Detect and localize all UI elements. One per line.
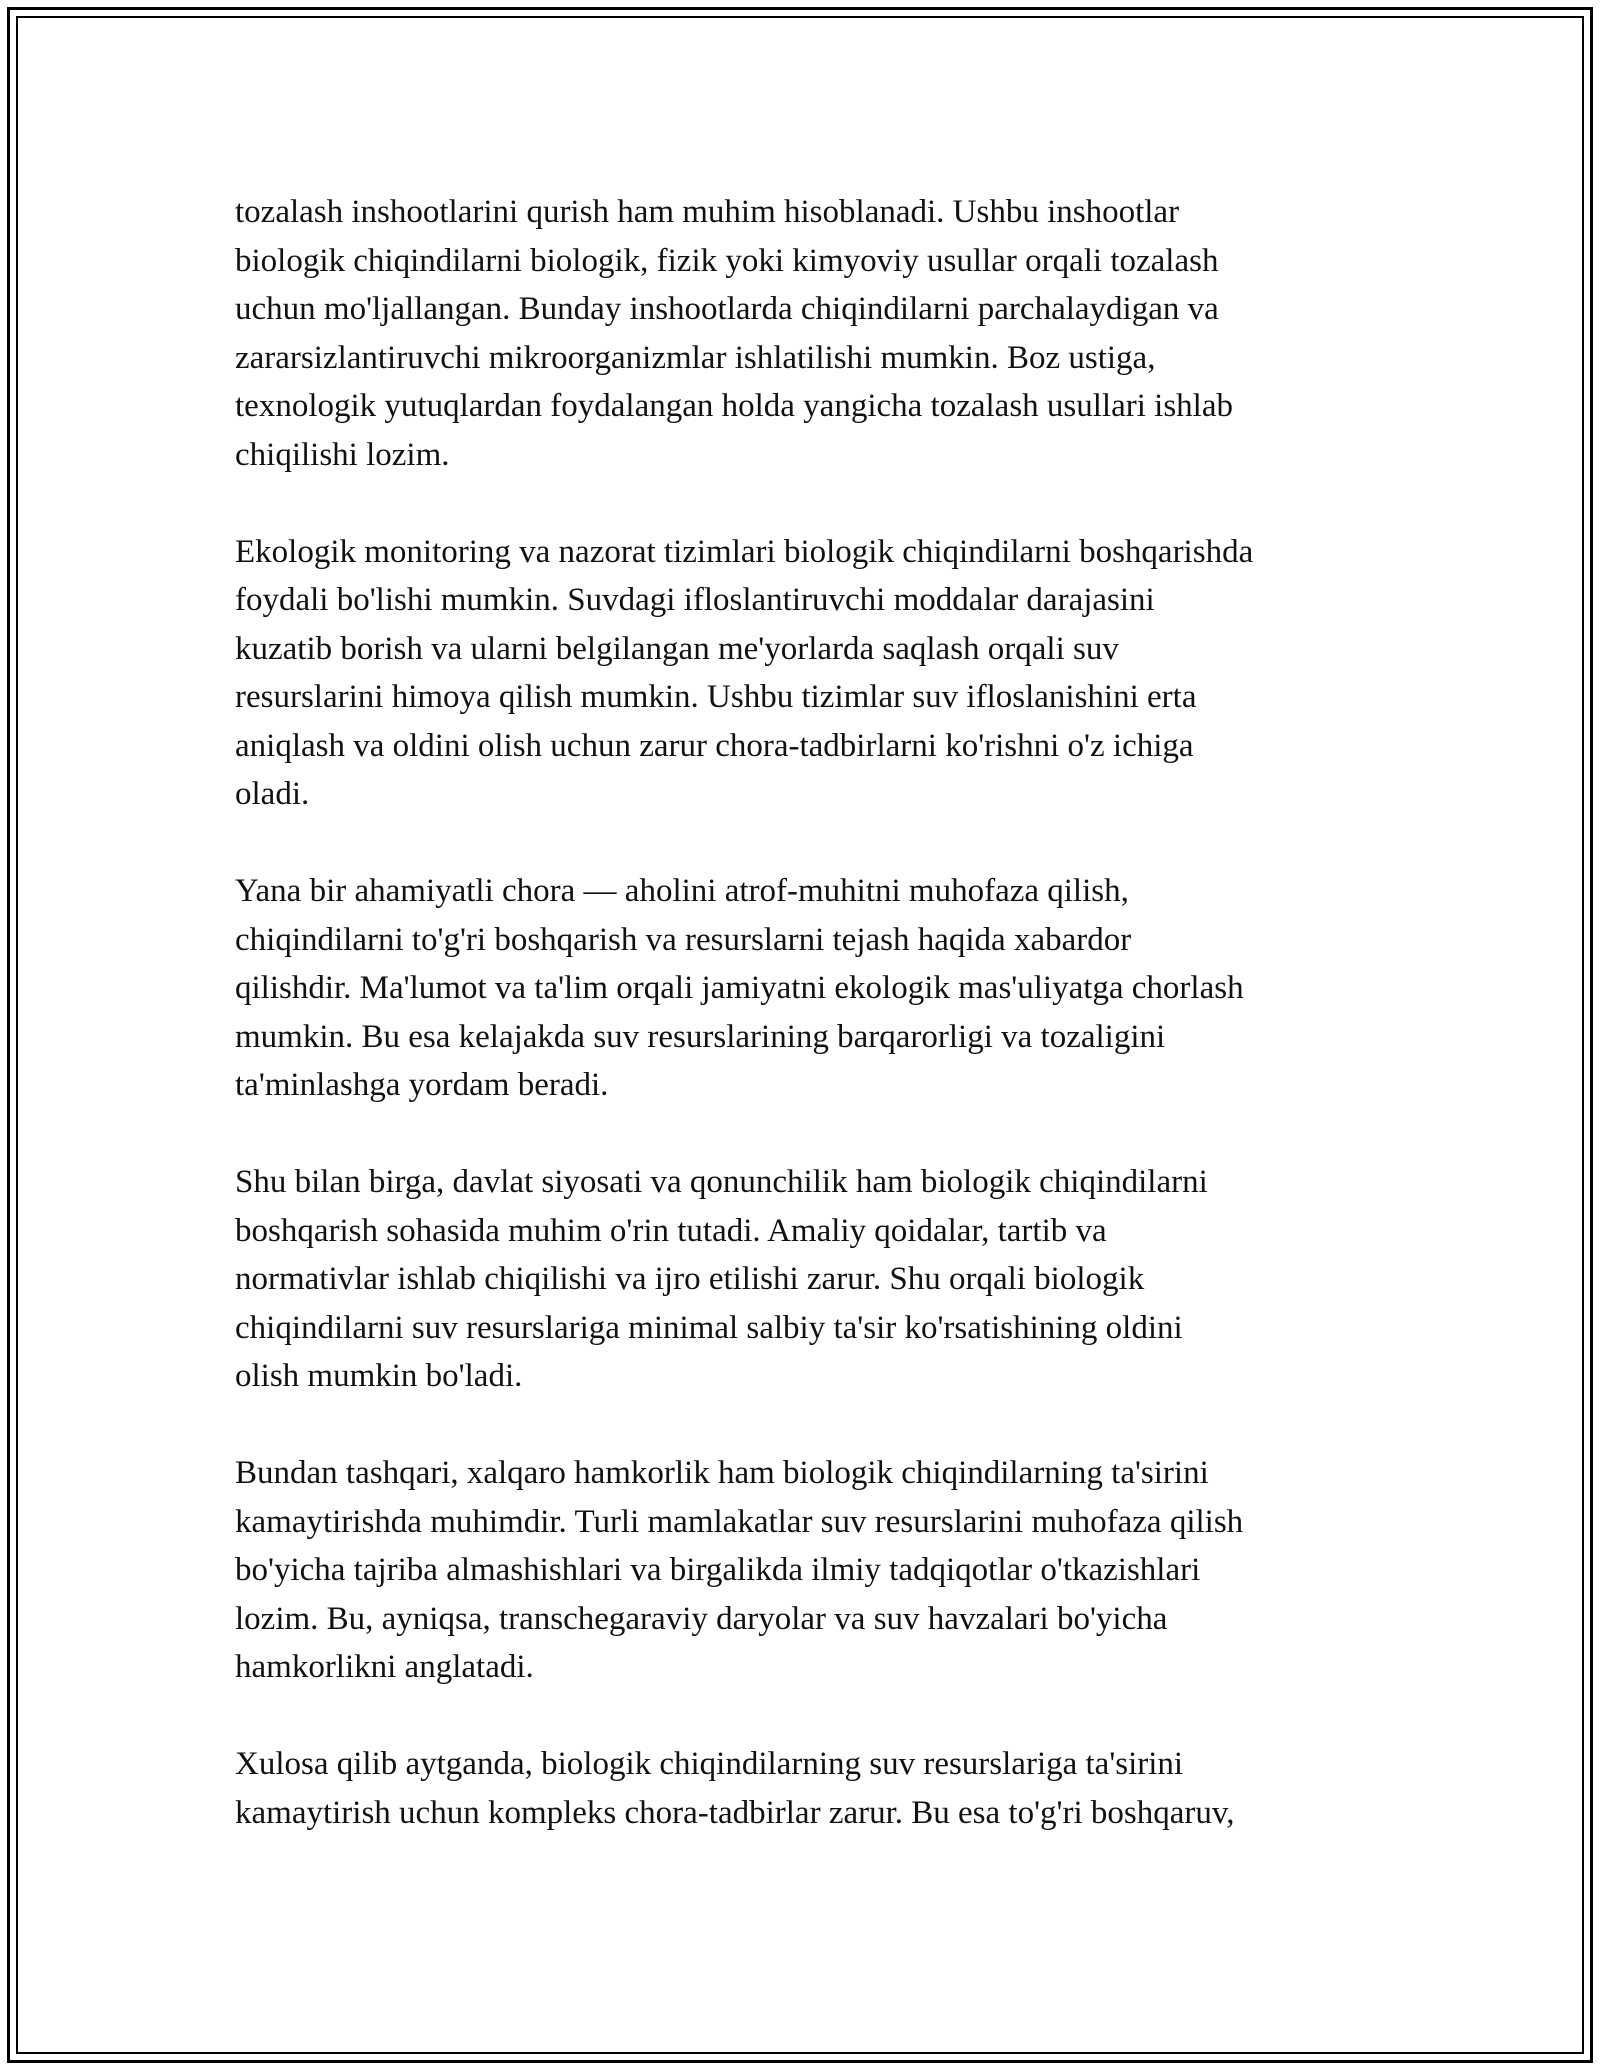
paragraph-treatment-facilities <box>235 188 1375 479</box>
text-line: normativlar ishlab chiqilishi va ijro etilishi zarur. Shu orqali biologik <box>235 1261 1145 1297</box>
text-line: boshqarish sohasida muhim o'rin tutadi. Amaliy qoidalar, tartib va <box>235 1212 1107 1249</box>
text-line: Xulosa qilib aytganda, biologik chiqindilarning suv resurslariga ta'sirini <box>235 1746 1184 1782</box>
text-line: ta'minlashga yordam beradi. <box>235 1067 609 1103</box>
paragraph-public-awareness <box>235 867 1375 1110</box>
text-line: mumkin. Bu esa kelajakda suv resurslarining barqarorligi va tozaligini <box>235 1018 1166 1055</box>
text-line: texnologik yutuqlardan foydalangan holda yangicha tozalash usullari ishlab <box>235 388 1233 424</box>
text-line: Bundan tashqari, xalqaro hamkorlik ham biologik chiqindilarning ta'sirini <box>235 1455 1209 1491</box>
text-line: uchun mo'ljallangan. Bunday inshootlarda chiqindilarni parchalaydigan va <box>235 291 1219 327</box>
text-line: bo'yicha tajriba almashishlari va birgalikda ilmiy tadqiqotlar o'tkazishlari <box>235 1552 1201 1588</box>
text-line: zararsizlantiruvchi mikroorganizmlar ishlatilishi mumkin. Boz ustiga, <box>235 339 1156 376</box>
text-line: olish mumkin bo'ladi. <box>235 1358 523 1394</box>
text-line: biologik chiqindilarni biologik, fizik yoki kimyoviy usullar orqali tozalash <box>235 242 1219 279</box>
paragraph-state-policy <box>235 1158 1375 1401</box>
text-line: lozim. Bu, ayniqsa, transchegaraviy daryolar va suv havzalari bo'yicha <box>235 1600 1168 1637</box>
text-line: oladi. <box>235 776 310 812</box>
text-line: tozalash inshootlarini qurish ham muhim hisoblanadi. Ushbu inshootlar <box>235 194 1180 230</box>
text-line: chiqindilarni to'g'ri boshqarish va resurslarni tejash haqida xabardor <box>235 921 1132 958</box>
text-line: kamaytirish uchun kompleks chora-tadbirlar zarur. Bu esa to'g'ri boshqaruv, <box>235 1794 1235 1831</box>
paragraph-conclusion <box>235 1740 1375 1837</box>
text-line: kamaytirishda muhimdir. Turli mamlakatlar suv resurslarini muhofaza qilish <box>235 1503 1244 1540</box>
text-line: chiqilishi lozim. <box>235 436 450 473</box>
text-line: chiqindilarni suv resurslariga minimal salbiy ta'sir ko'rsatishining oldini <box>235 1309 1183 1346</box>
document-body <box>235 188 1375 1886</box>
text-line: aniqlash va oldini olish uchun zarur chora-tadbirlarni ko'rishni o'z ichiga <box>235 727 1194 764</box>
text-line: Ekologik monitoring va nazorat tizimlari biologik chiqindilarni boshqarishda <box>235 533 1254 570</box>
paragraph-international-cooperation <box>235 1449 1375 1692</box>
text-line: Shu bilan birga, davlat siyosati va qonunchilik ham biologik chiqindilarni <box>235 1164 1208 1200</box>
text-line: kuzatib borish va ularni belgilangan me'yorlarda saqlash orqali suv <box>235 630 1119 667</box>
paragraph-ecological-monitoring <box>235 528 1375 819</box>
text-line: foydali bo'lishi mumkin. Suvdagi ifloslantiruvchi moddalar darajasini <box>235 582 1155 618</box>
text-line: hamkorlikni anglatadi. <box>235 1649 534 1685</box>
text-line: resurslarini himoya qilish mumkin. Ushbu tizimlar suv ifloslanishini erta <box>235 679 1197 715</box>
text-line: Yana bir ahamiyatli chora — aholini atrof-muhitni muhofaza qilish, <box>235 873 1129 909</box>
text-line: qilishdir. Ma'lumot va ta'lim orqali jamiyatni ekologik mas'uliyatga chorlash <box>235 970 1244 1006</box>
